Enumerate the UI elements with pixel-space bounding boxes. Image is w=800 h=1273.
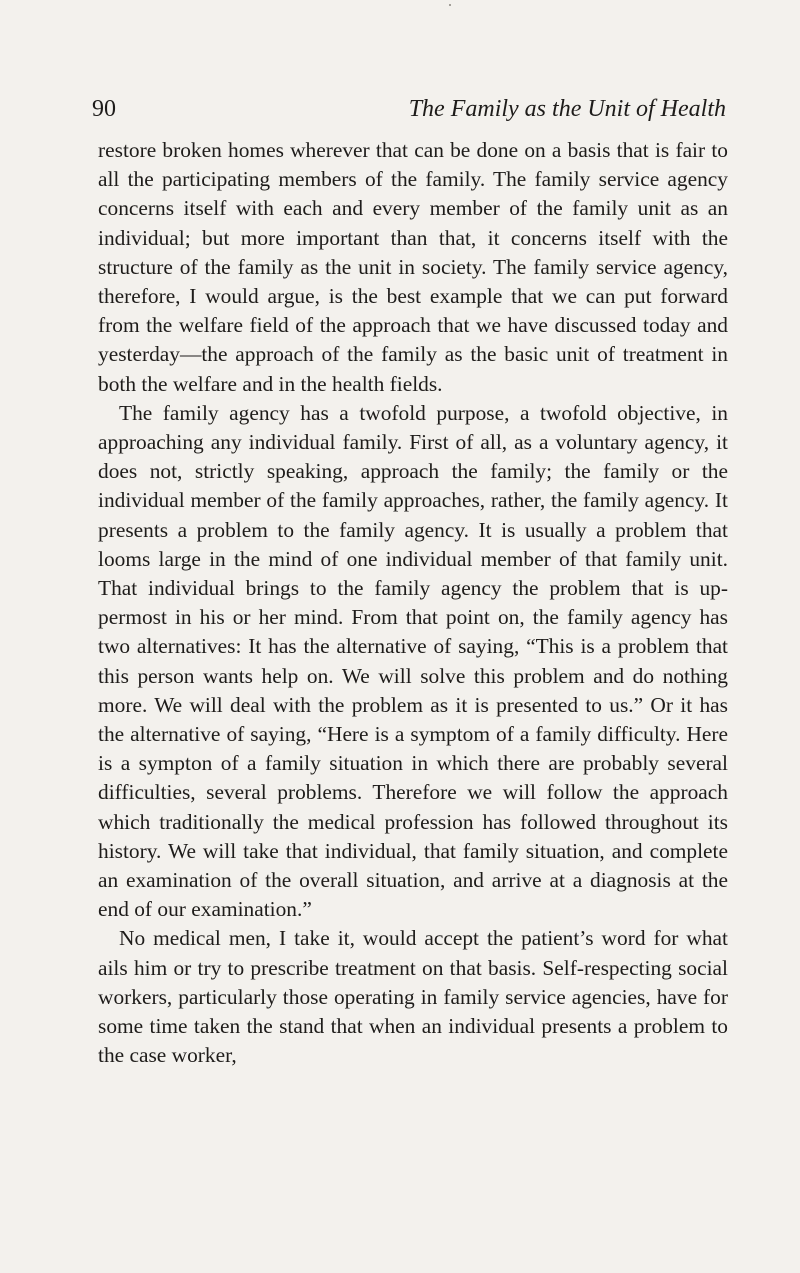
page-speck — [449, 4, 451, 6]
paragraph-3: No medical men, I take it, would accept the patient’s word for what ails him or try to prescribe treatment on that basis. Self-respecting social workers, particularly those operating in family service agencies, have for some time taken the stand that when an individual presents a problem to the case worker, — [98, 926, 728, 1068]
page-number: 90 — [92, 96, 116, 122]
running-head — [92, 92, 726, 126]
paragraph-2: The family agency has a twofold purpose, a twofold objective, in approaching any individual family. First of all, as a voluntary agency, it does not, strictly speaking, approach the family; the family or the individual member of the family approaches, rather, the family agency. It presents a problem to the family agency. It is usually a problem that looms large in the mind of one individual member of that family unit. That individual brings to the family agency the problem that is uppermost in his or her mind. From that point on, the family agency has two alternatives: It has the alternative of saying, “This is a problem that this person wants help on. We will solve this problem and do nothing more. We will deal with the problem as it is presented to us.” Or it has the alternative of saying, “Here is a symptom of a family difficulty. Here is a sympton of a family situation in which there are probably several difficulties, several problems. Therefore we will follow the approach which traditionally the medical profession has followed throughout its history. We will take that individual, that family situation, and complete an examination of the overall situation, and arrive at a diagnosis at the end of our examination.” — [98, 400, 728, 922]
paragraph-1: restore broken homes wherever that can be done on a basis that is fair to all the participating members of the family. The family service agency concerns itself with each and every member of the family unit as an individual; but more important than that, it concerns itself with the structure of the family as the unit in society. The family service agency, therefore, I would argue, is the best example that we can put forward from the welfare field of the approach that we have discussed today and yesterday—the approach of the family as the basic unit of treatment in both the welfare and in the health fields. — [98, 138, 728, 396]
running-title: The Family as the Unit of Health — [408, 96, 726, 122]
body-text — [98, 136, 728, 1071]
